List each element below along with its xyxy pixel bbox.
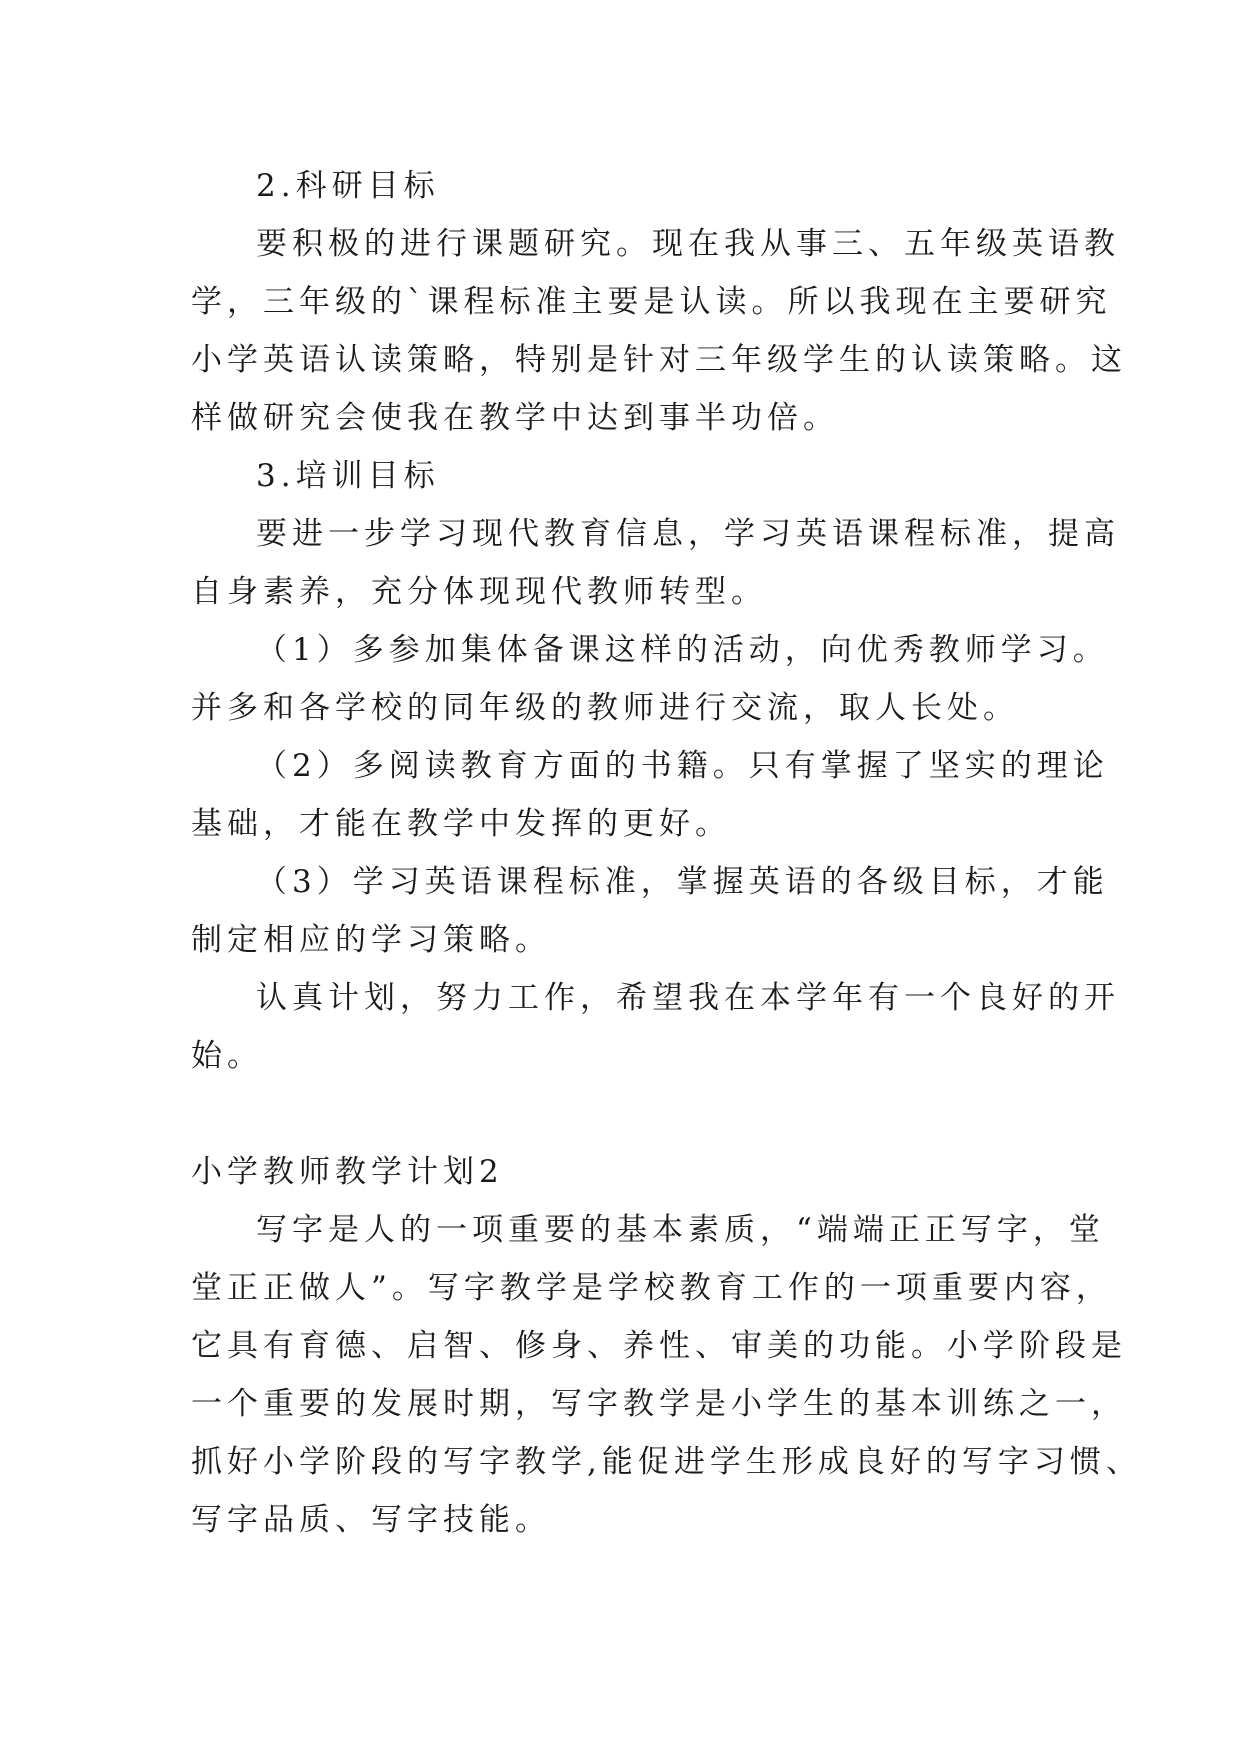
paragraph-line: 学，三年级的`课程标准主要是认读。所以我现在主要研究 <box>191 284 1112 320</box>
paragraph-line: 堂正正做人”。写字教学是学校教育工作的一项重要内容， <box>191 1270 1112 1306</box>
paragraph-line: 始。 <box>191 1038 263 1074</box>
paragraph-line: 要进一步学习现代教育信息，学习英语课程标准，提高 <box>256 516 1120 552</box>
paragraph-line: 自身素养，充分体现现代教师转型。 <box>191 574 767 610</box>
paragraph-line: 一个重要的发展时期，写字教学是小学生的基本训练之一， <box>191 1386 1127 1422</box>
paragraph-line: 它具有育德、启智、修身、养性、审美的功能。小学阶段是 <box>191 1328 1127 1364</box>
heading-research-goal: 2.科研目标 <box>256 168 440 204</box>
paragraph-line: 小学英语认读策略，特别是针对三年级学生的认读策略。这 <box>191 342 1127 378</box>
list-item-line: （3）学习英语课程标准，掌握英语的各级目标，才能 <box>256 864 1109 900</box>
paragraph-line: 要积极的进行课题研究。现在我从事三、五年级英语教 <box>256 226 1120 262</box>
paragraph-line: 写字品质、写字技能。 <box>191 1502 551 1538</box>
list-item-line: （1）多参加集体备课这样的活动，向优秀教师学习。 <box>256 632 1109 668</box>
paragraph-line: 写字是人的一项重要的基本素质，“端端正正写字，堂 <box>256 1212 1105 1248</box>
paragraph-line: 认真计划，努力工作，希望我在本学年有一个良好的开 <box>256 980 1120 1016</box>
list-item-line: 制定相应的学习策略。 <box>191 922 551 958</box>
paragraph-line: 样做研究会使我在教学中达到事半功倍。 <box>191 400 839 436</box>
paragraph-line: 抓好小学阶段的写字教学,能促进学生形成良好的写字习惯、 <box>191 1444 1142 1480</box>
heading-training-goal: 3.培训目标 <box>256 458 440 494</box>
section-title: 小学教师教学计划2 <box>191 1154 504 1190</box>
list-item-line: 并多和各学校的同年级的教师进行交流，取人长处。 <box>191 690 1019 726</box>
list-item-line: 基础，才能在教学中发挥的更好。 <box>191 806 731 842</box>
list-item-line: （2）多阅读教育方面的书籍。只有掌握了坚实的理论 <box>256 748 1109 784</box>
